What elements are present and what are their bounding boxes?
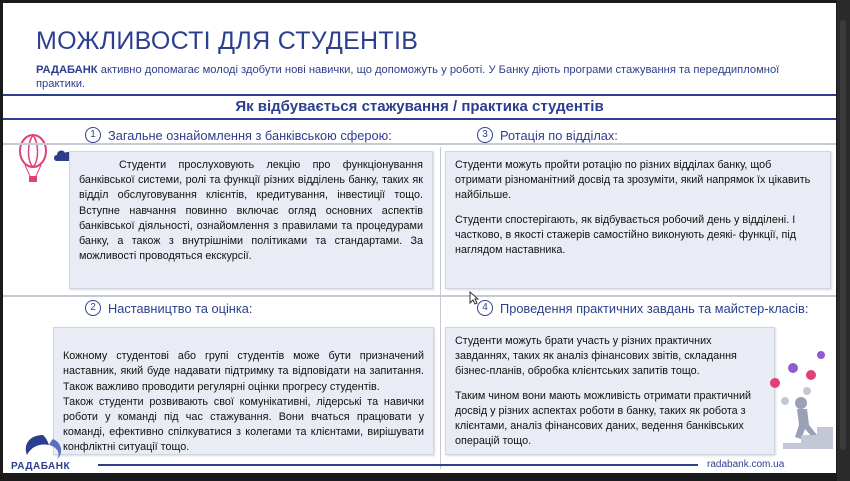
section-4-title: Проведення практичних завдань та майстер-класів: bbox=[500, 300, 809, 316]
person-climbing-stairs-icon bbox=[763, 343, 833, 458]
section-3-paragraph-2: Студенти спостерігають, як відбувається робочий день у відділені. І частково, в якості стажерів самостійно виконують деякі- функції, під наглядом наставника. bbox=[455, 213, 797, 257]
intro-bank-name: РАДАБАНК bbox=[36, 64, 98, 76]
section-2-box bbox=[53, 327, 434, 455]
row-1-divider bbox=[3, 143, 836, 145]
section-1-heading bbox=[85, 127, 392, 143]
section-3-title: Ротація по відділах: bbox=[500, 127, 618, 143]
section-4-heading bbox=[477, 300, 808, 316]
hot-air-balloon-icon bbox=[13, 133, 63, 193]
section-3-number: 3 bbox=[477, 127, 493, 143]
section-3-box bbox=[445, 151, 831, 289]
column-divider bbox=[440, 147, 441, 469]
intro-text bbox=[36, 63, 806, 91]
section-1-number: 1 bbox=[85, 127, 101, 143]
section-4-paragraph-1: Студенти можуть брати участь у різних практичних завданнях, таких як аналіз фінансових звітів, складання бізнес-планів, обробка клієнтських запитів тощо. bbox=[455, 335, 737, 378]
section-4-number: 4 bbox=[477, 300, 493, 316]
slide bbox=[3, 3, 836, 473]
section-1-title: Загальне ознайомлення з банківською сферою: bbox=[108, 127, 392, 143]
section-4-paragraph-2: Таким чином вони мають можливість отримати практичний досвід у різних аспектах роботи в банку, таких як робота з клієнтами, аналіз фінансових даних, ведення банківських операцій тощо. bbox=[455, 389, 752, 448]
vertical-scrollbar[interactable] bbox=[837, 0, 850, 481]
footer-url[interactable]: radabank.com.ua bbox=[707, 459, 785, 470]
mouse-cursor-icon bbox=[469, 291, 479, 305]
section-1-paragraph: Студенти прослуховують лекцію про функціонування банківської системи, ролі та функції різних відділень банку, таких як відділ обслуговування клієнтів, кредитування, інвестиції тощо. Вступне навчання повинно включає огляд основних аспектів банківської діяльності, ознайомлення з правилами та процедурами банку, а також з внутрішніми політиками та стандартами. За можливості проводяться екскурсії. bbox=[79, 159, 423, 263]
section-3-heading bbox=[477, 127, 618, 143]
section-4-box bbox=[445, 327, 775, 455]
scrollbar-thumb[interactable] bbox=[840, 20, 846, 450]
section-2-heading bbox=[85, 300, 252, 316]
intro-body: активно допомагає молоді здобути нові навички, що допоможуть у роботі. У Банку діють програми стажування та переддипломної практики. bbox=[36, 64, 780, 90]
footer-line bbox=[98, 464, 698, 466]
row-2-divider bbox=[3, 295, 836, 297]
section-2-number: 2 bbox=[85, 300, 101, 316]
section-2-paragraph: Кожному студентові або групі студентів може бути призначений наставник, який буде надавати підтримку та відповідати на запитання. Також важливо проводити регулярні оцінки прогресу студентів. Також студенти розвивають свої комунікативні, лідерські та навички роботи у команді під час стажування. Вони вчаться працювати у команді, ефективно спілкуватися з колегами та клієнтами, вирішувати конфліктні ситуації тощо. bbox=[63, 350, 424, 454]
slide-title: МОЖЛИВОСТІ ДЛЯ СТУДЕНТІВ bbox=[36, 27, 419, 55]
section-2-title: Наставництво та оцінка: bbox=[108, 300, 253, 316]
section-banner: Як відбувається стажування / практика студентів bbox=[235, 98, 604, 115]
section-3-paragraph-1: Студенти можуть пройти ротацію по різних відділах банку, щоб отримати різноманітний досвід та зрозуміти, який напрямок їх цікавить найбільше. bbox=[455, 159, 811, 202]
section-1-box bbox=[69, 151, 433, 289]
radabank-logo-text: РАДАБАНК bbox=[11, 461, 71, 472]
banner-bottom-line bbox=[3, 118, 836, 120]
